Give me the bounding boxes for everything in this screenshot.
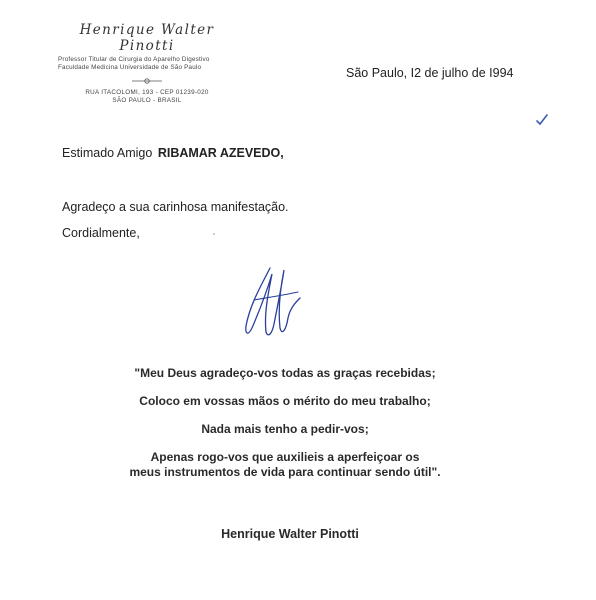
letterhead-address: RUA ITACOLOMI, 193 - CEP 01239-020 (85, 89, 209, 96)
body-text: Agradeço a sua carinhosa manifestação. (62, 200, 289, 214)
quote-block (100, 366, 470, 480)
signer-name: Henrique Walter Pinotti (221, 527, 359, 541)
quote-line-part: meus instrumentos de vida para continuar sendo útil". (129, 465, 441, 479)
paper-speck (213, 233, 215, 235)
date-line: São Paulo, I2 de julho de I994 (346, 66, 514, 80)
quote-line: Coloco em vossas mãos o mérito do meu trabalho; (139, 394, 431, 408)
letterhead-ornament (52, 77, 242, 85)
quote-line: Nada mais tenho a pedir-vos; (201, 422, 369, 436)
letterhead-title: Professor Titular de Cirurgia do Aparelho Digestivo (58, 56, 210, 63)
recipient-name: RIBAMAR AZEVEDO, (157, 146, 284, 160)
greeting (62, 146, 284, 160)
check-mark-icon (536, 114, 548, 126)
handwritten-signature (240, 264, 304, 340)
letterhead (52, 22, 242, 105)
quote-line-part: Apenas rogo-vos que auxilieis a aperfeiçoar os (150, 450, 420, 464)
quote-line (100, 450, 470, 480)
closing: Cordialmente, (62, 226, 140, 240)
letterhead-faculty: Faculdade Medicina Universidade de São Paulo (58, 64, 202, 71)
letterhead-name: Henrique Walter Pinotti (79, 22, 215, 54)
quote-line: "Meu Deus agradeço-vos todas as graças recebidas; (134, 366, 436, 380)
salutation: Estimado Amigo (62, 146, 153, 160)
letterhead-city: SÃO PAULO - BRASIL (112, 97, 182, 104)
